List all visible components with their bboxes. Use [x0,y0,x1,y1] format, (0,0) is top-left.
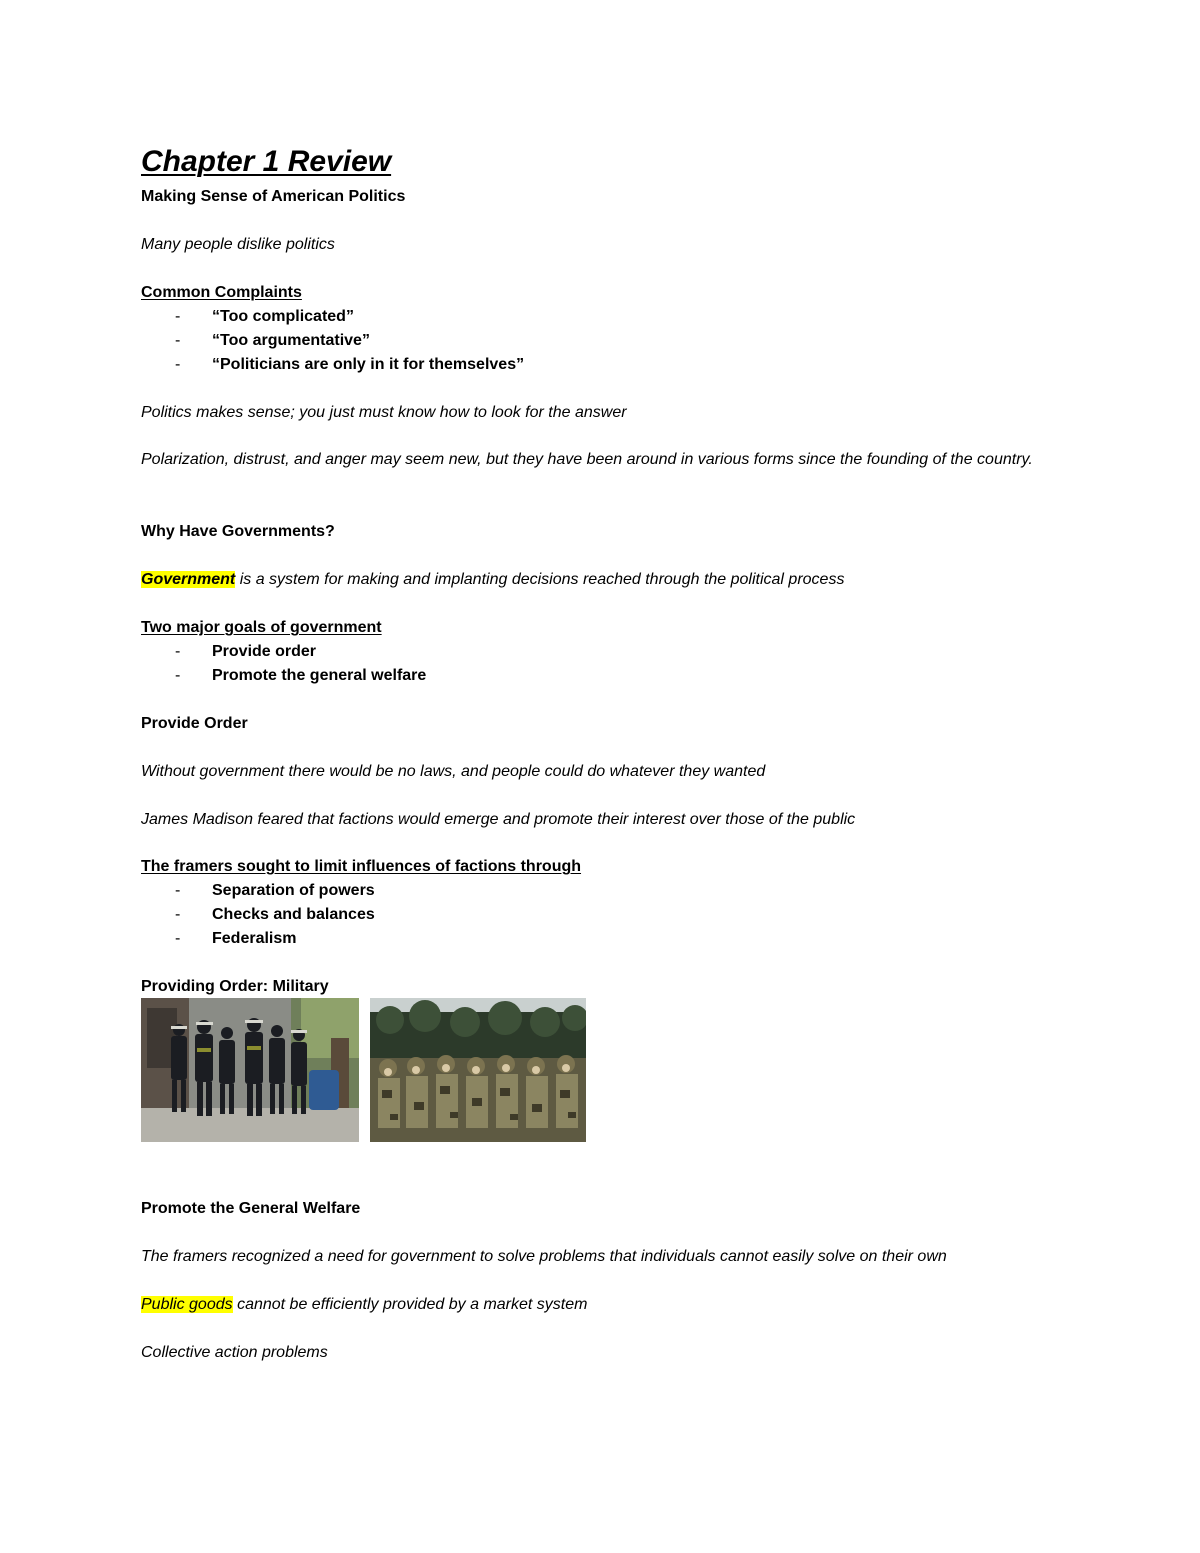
bullet-dash: - [175,930,181,947]
framers-item: Federalism [212,930,297,947]
military-heading: Providing Order: Military [141,978,329,995]
bullet-dash: - [175,356,181,373]
bullet-dash: - [175,308,181,325]
order-heading: Provide Order [141,715,248,732]
paragraph-collective: Collective action problems [141,1344,328,1361]
bullet-dash: - [175,882,181,899]
public-goods-text: cannot be efficiently provided by a market system [232,1296,588,1313]
bullet-dash: - [175,332,181,349]
framers-heading: The framers sought to limit influences of factions through [141,858,582,875]
framers-item: Checks and balances [212,906,375,923]
paragraph-without: Without government there would be no laws, and people could do whatever they wanted [141,763,766,780]
police-photo [141,998,359,1142]
government-definition-text: is a system for making and implanting decisions reached through the political process [235,571,845,588]
paragraph-polarization: Polarization, distrust, and anger may seem new, but they have been around in various forms since the founding of the country. [141,451,1033,468]
welfare-heading: Promote the General Welfare [141,1200,361,1217]
government-term: Government [141,571,236,588]
framers-item: Separation of powers [212,882,375,899]
bullet-dash: - [175,643,181,660]
paragraph-framers-need: The framers recognized a need for government to solve problems that individuals cannot easily solve on their own [141,1248,947,1265]
goals-heading: Two major goals of government [141,619,382,636]
government-definition [141,568,844,592]
goal-item: Promote the general welfare [212,667,427,684]
bullet-dash: - [175,667,181,684]
page-title: Chapter 1 Review [141,145,392,178]
paragraph-madison: James Madison feared that factions would emerge and promote their interest over those of the public [141,811,856,828]
why-heading: Why Have Governments? [141,523,335,540]
paragraph-dislike: Many people dislike politics [141,236,335,253]
soldiers-photo [370,998,586,1142]
goal-item: Provide order [212,643,317,660]
complaint-item: “Too argumentative” [212,332,370,349]
complaint-item: “Too complicated” [212,308,354,325]
public-goods-definition [141,1293,587,1317]
complaint-item: “Politicians are only in it for themselves” [212,356,525,373]
public-goods-term: Public goods [141,1296,233,1313]
paragraph-sense: Politics makes sense; you just must know how to look for the answer [141,404,627,421]
bullet-dash: - [175,906,181,923]
complaints-heading: Common Complaints [141,284,302,301]
subtitle: Making Sense of American Politics [141,188,406,205]
